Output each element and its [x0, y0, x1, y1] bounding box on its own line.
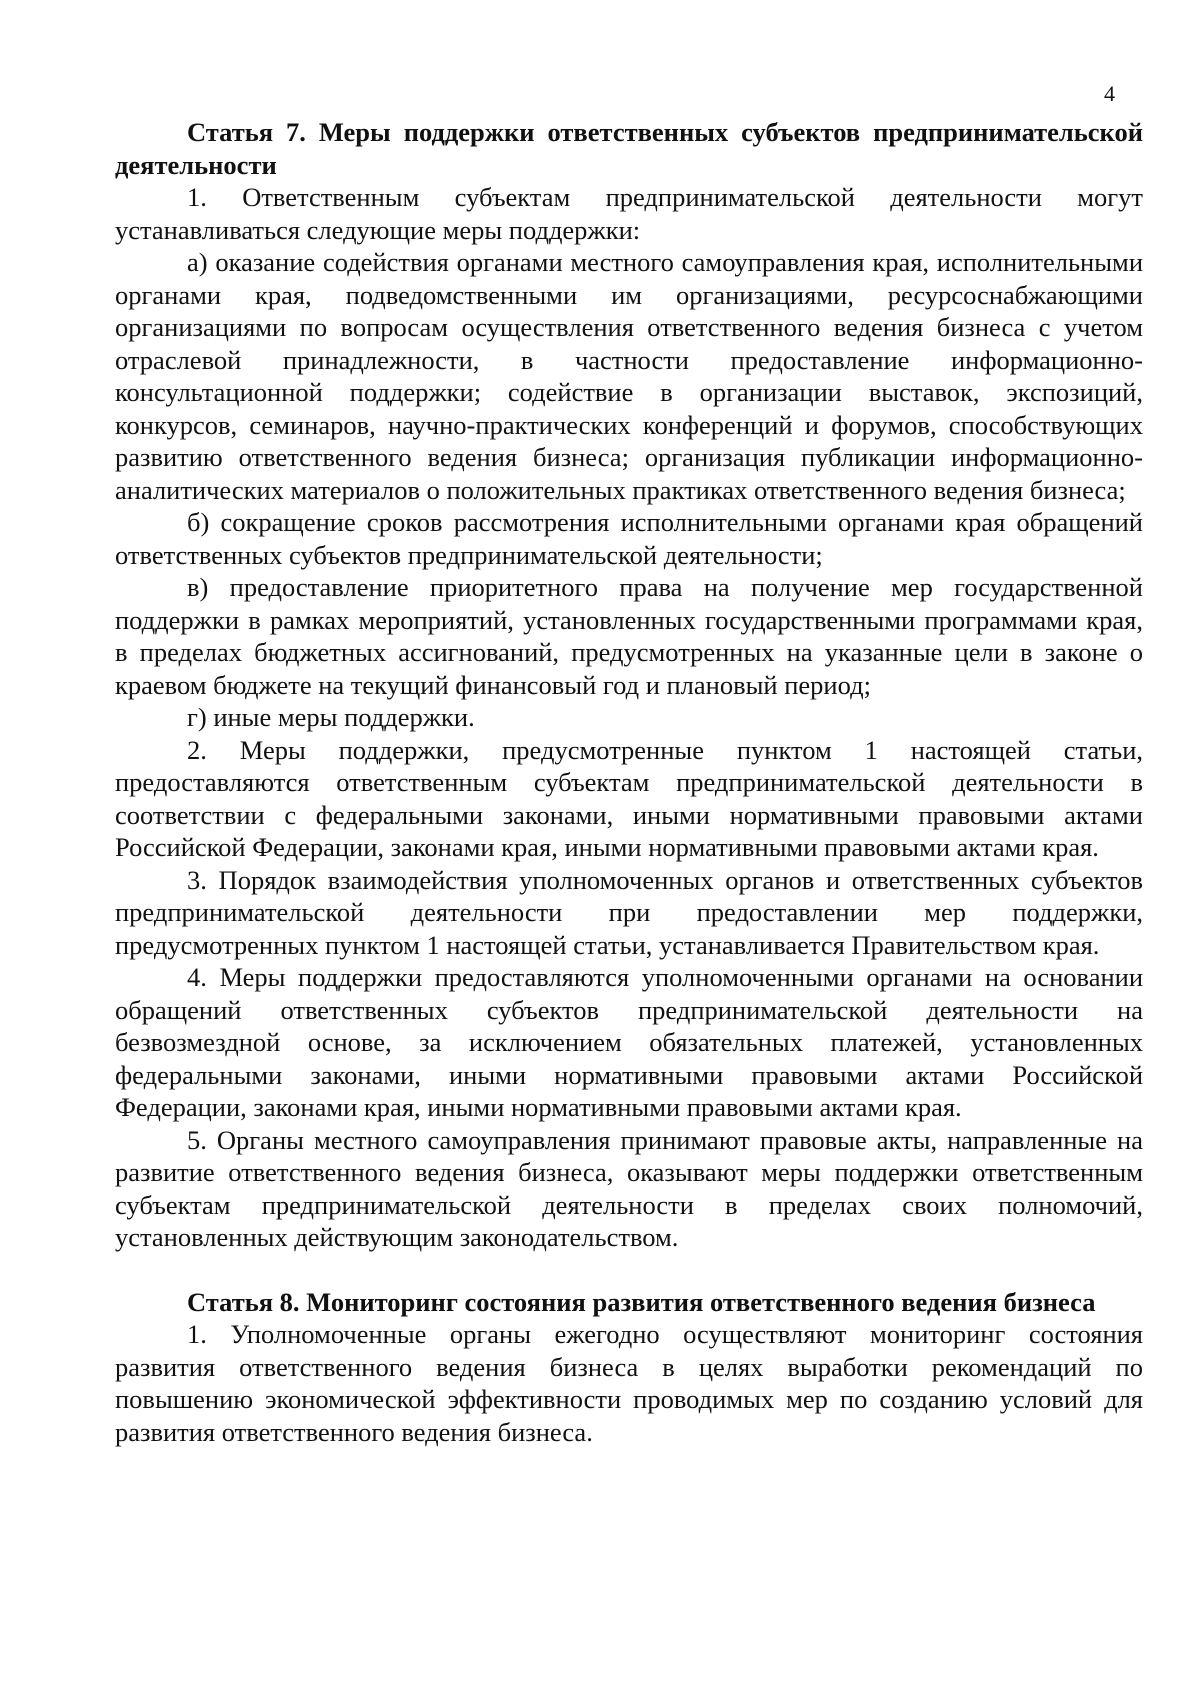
page-number: 4 [1104, 81, 1115, 106]
article-7-clause-5: 5. Органы местного самоуправления принимают правовые акты, направленные на развитие ответственного ведения бизнеса, оказывают меры поддержки ответственным субъектам предпринимательской деятельности в пределах своих полномочий, установленных действующим законодательством. [115, 1124, 1143, 1252]
article-8-title: Статья 8. Мониторинг состояния развития ответственного ведения бизнеса [187, 1286, 1096, 1317]
article-7-clause-1: 1. Ответственным субъектам предпринимательской деятельности могут устанавливаться следующие меры поддержки: [115, 182, 1143, 245]
document-body [115, 116, 1143, 1448]
article-7-clause-3: 3. Порядок взаимодействия уполномоченных органов и ответственных субъектов предпринимательской деятельности при предоставлении мер поддержки, предусмотренных пунктом 1 настоящей статьи, устанавливается Правительством края. [115, 864, 1143, 960]
article-7-clause-1b: б) сокращение сроков рассмотрения исполнительными органами края обращений ответственных субъектов предпринимательской деятельности; [115, 507, 1143, 570]
article-7-clause-1g: г) иные меры поддержки. [187, 702, 475, 732]
article-7-title: Статья 7. Меры поддержки ответственных субъектов предпринимательской деятельности [115, 117, 1143, 180]
article-7-clause-1v: в) предоставление приоритетного права на получение мер государственной поддержки в рамках мероприятий, установленных государственными программами края, в пределах бюджетных ассигнований, предусмотренных на указанные цели в законе о краевом бюджете на текущий финансовый год и плановый период; [115, 572, 1143, 700]
section-spacer [115, 1254, 1143, 1286]
article-8-clause-1: 1. Уполномоченные органы ежегодно осуществляют мониторинг состояния развития ответственного ведения бизнеса в целях выработки рекомендаций по повышению экономической эффективности проводимых мер по созданию условий для развития ответственного ведения бизнеса. [115, 1319, 1143, 1447]
article-7-clause-2: 2. Меры поддержки, предусмотренные пунктом 1 настоящей статьи, предоставляются ответственным субъектам предпринимательской деятельности в соответствии с федеральными законами, иными нормативными правовыми актами Российской Федерации, законами края, иными нормативными правовыми актами края. [115, 734, 1143, 862]
article-8 [115, 1286, 1143, 1449]
article-7-clause-1a: а) оказание содействия органами местного самоуправления края, исполнительными органами края, подведомственными им организациями, ресурсоснабжающими организациями по вопросам осуществления ответственного ведения бизнеса с учетом отраслевой принадлежности, в частности предоставление информационно-консультационной поддержки; содействие в организации выставок, экспозиций, конкурсов, семинаров, научно-практических конференций и форумов, способствующих развитию ответственного ведения бизнеса; организация публикации информационно-аналитических материалов о положительных практиках ответственного ведения бизнеса; [115, 247, 1143, 505]
article-7 [115, 116, 1143, 1254]
article-7-clause-4: 4. Меры поддержки предоставляются уполномоченными органами на основании обращений ответственных субъектов предпринимательской деятельности на безвозмездной основе, за исключением обязательных платежей, установленных федеральными законами, иными нормативными правовыми актами Российской Федерации, законами края, иными нормативными правовыми актами края. [115, 962, 1143, 1122]
